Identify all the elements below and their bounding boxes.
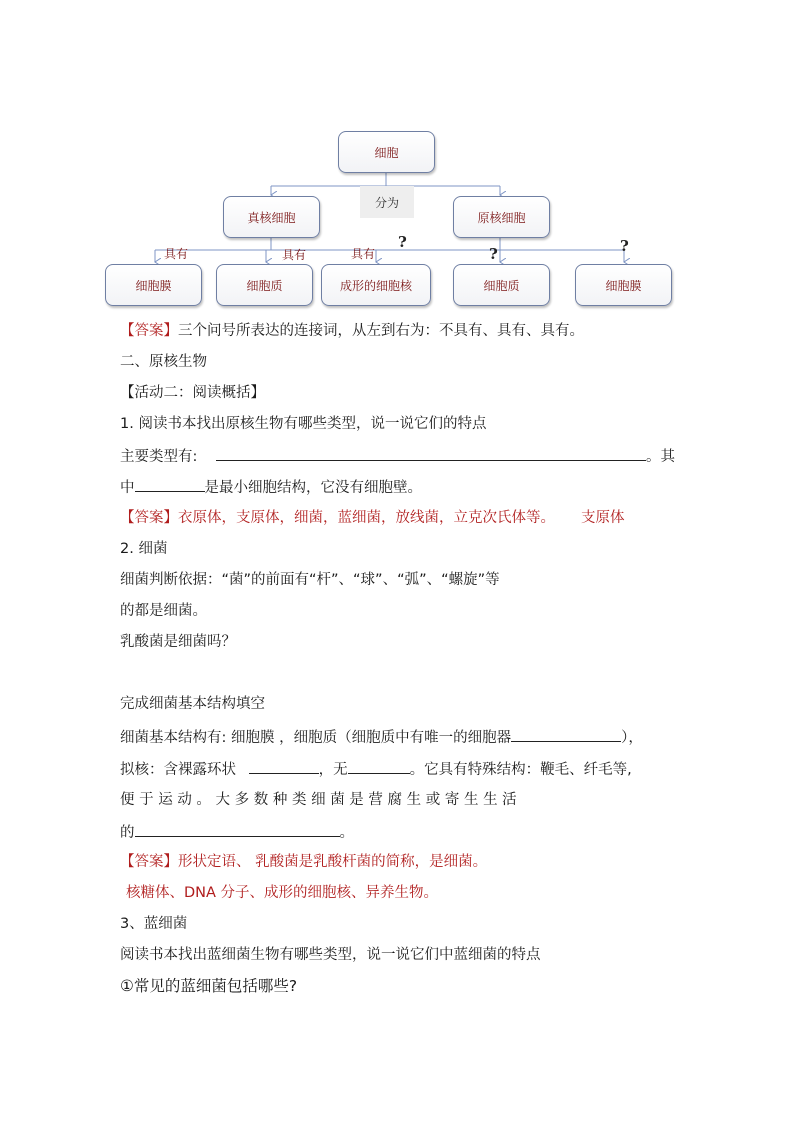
node-leaf-membrane-2: 细胞膜 (575, 264, 672, 306)
question-mark-3: ? (620, 237, 629, 255)
edge-label-has-1: 具有 (164, 247, 189, 261)
smallest-blank[interactable] (135, 476, 205, 492)
answer-2-text: 衣原体，支原体，细菌，蓝细菌，放线菌，立克次氏体等。 (178, 510, 555, 526)
bacteria-basis-line-1: 细菌判断依据：“菌”的前面有“杆”、“球”、“弧”、“螺旋”等 (120, 572, 500, 588)
fill-1-prefix: 细菌基本结构有: 细胞膜 ，细胞质（细胞质中有唯一的细胞器 (120, 730, 512, 746)
smallest-prefix: 中 (120, 480, 135, 496)
question-2: 2. 细菌 (120, 541, 168, 557)
section-2-title: 二、原核生物 (120, 354, 207, 370)
fill-4-prefix: 的 (120, 825, 135, 841)
answer-3-text: 形状定语、 乳酸菌是乳酸杆菌的简称，是细菌。 (178, 854, 488, 870)
answer-tag: 【答案】 (120, 854, 178, 870)
fill-1-suffix: ）， (621, 730, 643, 746)
answer-2 (120, 508, 625, 528)
fill-title: 完成细菌基本结构填空 (120, 696, 265, 712)
node-cell: 细胞 (338, 131, 435, 173)
section-3-title: 3、蓝细菌 (120, 916, 188, 932)
fill-2-b: ，无 (318, 762, 348, 778)
node-leaf-membrane-1: 细胞膜 (105, 264, 202, 306)
edge-label-has-2: 具有 (282, 248, 307, 262)
main-types-blank[interactable] (216, 445, 646, 461)
answer-tag: 【答案】 (120, 323, 178, 339)
nucleus-blank[interactable] (348, 758, 410, 774)
main-types-prefix: 主要类型有: (120, 449, 198, 465)
main-types-suffix: 。其 (646, 449, 675, 465)
smallest-suffix: 是最小细胞结构，它没有细胞壁。 (204, 480, 422, 496)
question-3-sub: ①常见的蓝细菌包括哪些? (120, 977, 298, 995)
node-leaf-nucleus: 成形的细胞核 (321, 264, 431, 306)
lactic-question: 乳酸菌是细菌吗？ (120, 634, 236, 650)
node-leaf-cytoplasm-1: 细胞质 (216, 264, 313, 306)
question-mark-1: ? (398, 233, 407, 251)
organelle-blank[interactable] (511, 726, 621, 742)
edge-label-has-3: 具有 (351, 247, 376, 261)
answer-1-text: 三个问号所表达的连接词，从左到右为：不具有、具有、具有。 (178, 323, 584, 339)
question-mark-2: ? (489, 245, 498, 263)
fill-line-4 (120, 821, 354, 843)
fill-line-3: 便 于 运 动 。 大 多 数 种 类 细 菌 是 营 腐 生 或 寄 生 生 活 (120, 792, 517, 808)
fill-line-1 (120, 726, 643, 748)
concept-diagram (0, 0, 794, 320)
question-1: 1. 阅读书本找出原核生物有哪些类型，说一说它们的特点 (120, 416, 487, 432)
split-label: 分为 (360, 186, 414, 218)
fill-line-2 (120, 758, 632, 780)
main-types-line (120, 445, 675, 467)
node-leaf-cytoplasm-2: 细胞质 (453, 264, 550, 306)
bacteria-basis-line-2: 的都是细菌。 (120, 603, 207, 619)
answer-3-line-2: 核糖体、DNA 分子、成形的细胞核、异养生物。 (126, 885, 439, 901)
answer-3 (120, 852, 487, 872)
node-prokaryotic-cell: 原核细胞 (453, 196, 550, 238)
answer-2-extra: 支原体 (581, 510, 625, 526)
answer-1 (120, 321, 584, 341)
question-3: 阅读书本找出蓝细菌生物有哪些类型，说一说它们中蓝细菌的特点 (120, 947, 541, 963)
node-eukaryotic-cell: 真核细胞 (223, 196, 320, 238)
lifestyle-blank[interactable] (135, 821, 340, 837)
smallest-line (120, 476, 422, 498)
fill-2-a: 拟核：含裸露环状 (120, 762, 236, 778)
fill-2-c: 。它具有特殊结构：鞭毛、纤毛等, (409, 762, 632, 778)
activity-2-title: 【活动二：阅读概括】 (120, 385, 265, 401)
answer-tag: 【答案】 (120, 510, 178, 526)
fill-4-suffix: 。 (339, 825, 354, 841)
dna-blank[interactable] (249, 758, 319, 774)
